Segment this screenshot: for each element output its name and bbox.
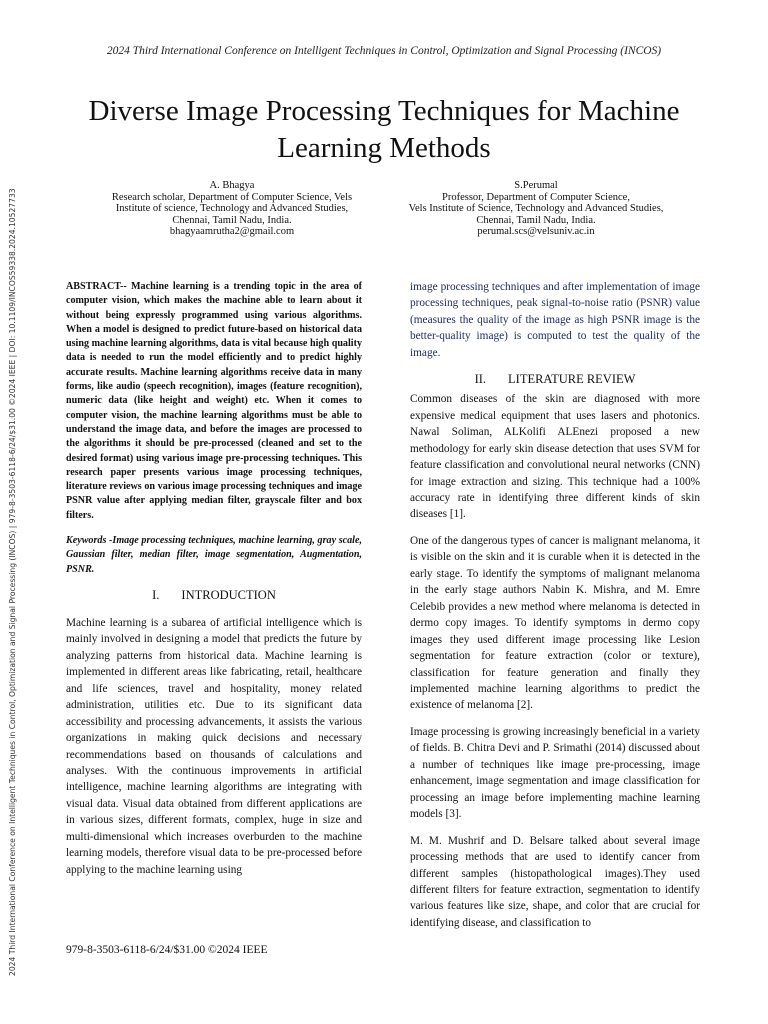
literature-paragraph: One of the dangerous types of cancer is malignant melanoma, it is visible on the skin and it is curable when it is detected in the early stage. To identify the symptoms of malignant melanoma in the early stage authors Nabin K. Mishra, and M. Emre Celebib provides a new method where melanoma is detected in dermo copy images. To identify symptoms in dermo copy images they used different image processing like Lesion segmentation for feature extraction (color or texture), classification for feature generation and finally they implemented machine learning algorithms to predict the existence of melanoma [2]. [410, 534, 700, 712]
author-affiliation-line: Vels Institute of Science, Technology and Advanced Studies, [408, 203, 664, 215]
paper-title: Diverse Image Processing Techniques for Machine Learning Methods [88, 95, 680, 164]
author-affiliation-line: Chennai, Tamil Nadu, India. [476, 214, 596, 226]
abstract: ABSTRACT-- Machine learning is a trending topic in the area of computer vision, which makes the machine able to learn about it without being expressly programmed using various algorithms. When a model is designed to predict future-based on historical data using machine learning algorithms, data is vital because high quality data is needed to run the model efficiently and to predict highly accurate results. Machine learning algorithms receive data in many forms, like audio (speech recognition), images (feature recognition), numeric data (like height and weight) etc. When it comes to computer vision, the machine learning algorithms must be able to understand the image data, and before the images are processed to the algorithms it should be pre-processed (cleaned and set to the desired format) using various image pre-processing techniques. This research paper presents various image processing techniques, literature reviews on various image processing techniques and image PSNR value after applying median filter, grayscale filter and box filters. [66, 281, 362, 521]
author-affiliation-line: Professor, Department of Computer Science, [442, 191, 630, 203]
author-affiliation-line: Chennai, Tamil Nadu, India. [172, 214, 292, 226]
side-citation-strip: 2024 Third International Conference on Intelligent Techniques in Control, Optimization and Signal Processing (INCOS) | 979-8-3503-6118-6/24/$31.00 ©2024 IEEE | DOI: 10.1109/INCOS59338.2024.10527733 [8, 188, 17, 976]
keywords: Keywords -Image processing techniques, machine learning, gray scale, Gaussian filter, median filter, image segmentation, Augmentation, PSNR. [66, 535, 362, 575]
literature-paragraph: Image processing is growing increasingly beneficial in a variety of fields. B. Chitra Devi and P. Srimathi (2014) discussed about a number of techniques like image pre-processing, image enhancement, image segmentation and image classification for processing an image before implementing machine learning models [3]. [410, 725, 700, 821]
introduction-paragraph: Machine learning is a subarea of artificial intelligence which is mainly involved in designing a model that predicts the future by analyzing patterns from historical data. Machine learning is implemented in different areas like fabricating, retail, healthcare and life sciences, travel and hospitality, money related administration, utilities etc. Due to its significant data accessibility and processing advancements, it assists the various organizations in making quick decisions and necessary recommendations based on thousands of calculations and analyses. With the continuous improvements in artificial intelligence, machine learning algorithms are integrating with visual data. Visual data obtained from different applications are in various sizes, different formats, complex, huge in size and multi-dimensional which increases overburden to the machine learning models, therefore visual data to be pre-processed before applying to the machine learning using [66, 616, 362, 876]
section-heading-introduction [66, 587, 362, 603]
section-heading-literature-review [410, 371, 700, 387]
footer-copyright: 979-8-3503-6118-6/24/$31.00 ©2024 IEEE [66, 944, 268, 956]
author-affiliation-line: Research scholar, Department of Computer Science, Vels [111, 191, 353, 203]
conference-header: 2024 Third International Conference on Intelligent Techniques in Control, Optimization and Signal Processing (INCOS) [106, 45, 662, 57]
literature-paragraph: Common diseases of the skin are diagnosed with more expensive medical equipment that uses lasers and photonics. Nawal Soliman, ALKolifi ALEnezi proposed a new methodology for early skin disease detection that uses SVM for feature classification and convolutional neural networks (CNN) for image extraction and sizing. This technique had a 100% accuracy rate in identifying three different kinds of skin diseases [1]. [410, 393, 700, 521]
section-title: INTRODUCTION [181, 587, 276, 602]
left-column [66, 280, 362, 888]
right-column [410, 279, 700, 941]
author-name: S.Perumal [514, 180, 558, 191]
continued-paragraph: image processing techniques and after implementation of image processing techniques, peak signal-to-noise ratio (PSNR) value (measures the quality of the image as high PSNR image is the better-quality image) is computed to test the quality of the image. [410, 281, 700, 359]
author-block-1 [80, 180, 384, 238]
section-title: LITERATURE REVIEW [508, 372, 636, 387]
author-block-2 [384, 180, 688, 238]
literature-paragraph: M. M. Mushrif and D. Belsare talked about several image processing methods that are used to identify cancer from different samples (histopathological images).They used different filters for feature extraction, segmentation to identify various features like size, shape, and color that are crucial for identifying disease, and classification to [410, 834, 700, 929]
section-number: I. [152, 587, 160, 602]
author-name: A. Bhagya [209, 180, 255, 191]
author-email: perumal.scs@velsuniv.ac.in [477, 226, 595, 238]
section-number: II. [474, 372, 487, 387]
author-email: bhagyaamrutha2@gmail.com [169, 226, 295, 238]
author-affiliation-line: Institute of science, Technology and Advanced Studies, [115, 203, 349, 215]
